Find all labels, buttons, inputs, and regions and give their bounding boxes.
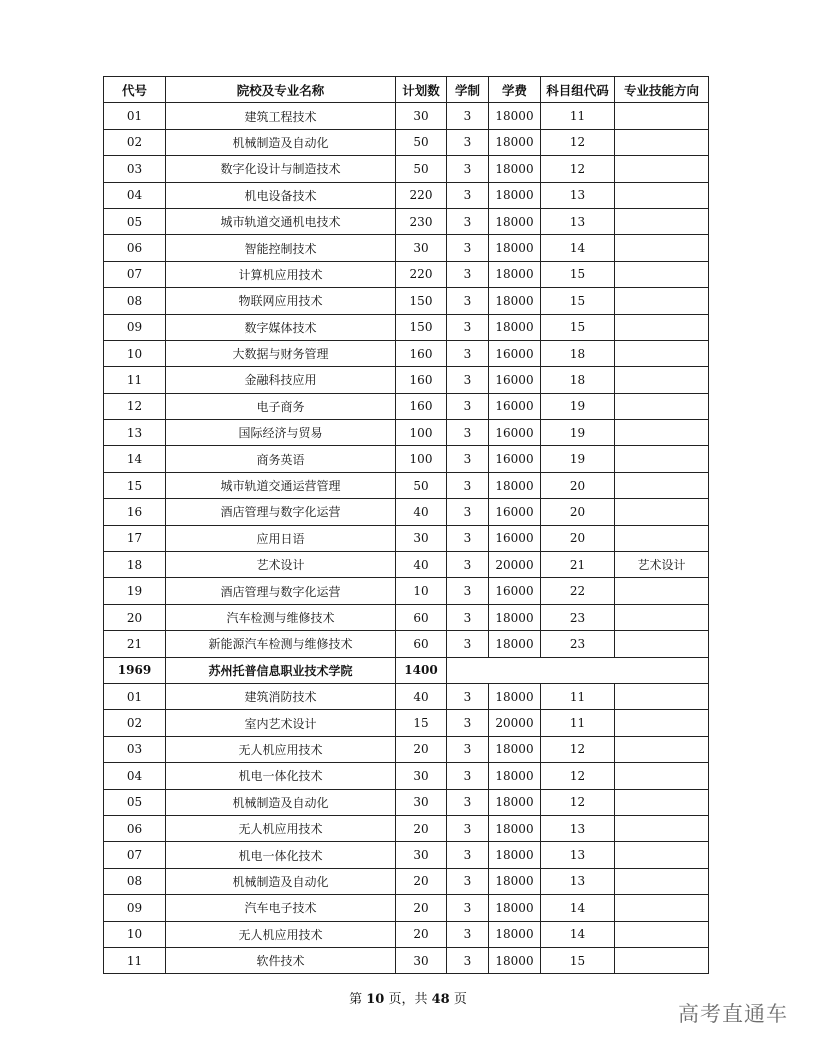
table-row [104,710,709,736]
cell-code: 21 [104,631,166,657]
cell-group: 22 [541,578,615,604]
table-row [104,235,709,261]
cell-code: 17 [104,525,166,551]
cell-years: 3 [447,182,489,208]
cell-fee: 18000 [489,103,541,129]
cell-fee: 18000 [489,156,541,182]
cell-plan: 30 [396,842,447,868]
cell-years: 3 [447,472,489,498]
cell-code: 18 [104,552,166,578]
cell-skill [615,683,709,709]
cell-fee: 16000 [489,525,541,551]
cell-name: 酒店管理与数字化运营 [166,578,396,604]
school-name: 苏州托普信息职业技术学院 [166,657,396,683]
cell-plan: 60 [396,631,447,657]
cell-code: 12 [104,393,166,419]
cell-name: 机电一体化技术 [166,763,396,789]
cell-fee: 18000 [489,208,541,234]
cell-group: 13 [541,842,615,868]
cell-years: 3 [447,340,489,366]
table-row [104,103,709,129]
cell-years: 3 [447,288,489,314]
cell-years: 3 [447,156,489,182]
table-row [104,604,709,630]
table-row [104,895,709,921]
cell-plan: 15 [396,710,447,736]
cell-code: 04 [104,763,166,789]
cell-skill [615,815,709,841]
cell-plan: 20 [396,736,447,762]
table-row [104,208,709,234]
cell-group: 12 [541,763,615,789]
cell-fee: 18000 [489,631,541,657]
cell-name: 应用日语 [166,525,396,551]
table-row [104,947,709,973]
cell-group: 20 [541,472,615,498]
cell-group: 19 [541,446,615,472]
cell-skill [615,921,709,947]
table-row [104,921,709,947]
cell-plan: 10 [396,578,447,604]
cell-name: 电子商务 [166,393,396,419]
cell-skill [615,789,709,815]
cell-skill [615,631,709,657]
cell-plan: 40 [396,683,447,709]
cell-years: 3 [447,261,489,287]
header-fee: 学费 [489,77,541,103]
cell-years: 3 [447,499,489,525]
cell-group: 18 [541,340,615,366]
cell-code: 11 [104,367,166,393]
cell-code: 14 [104,446,166,472]
cell-plan: 160 [396,393,447,419]
cell-code: 05 [104,789,166,815]
cell-fee: 16000 [489,578,541,604]
cell-years: 3 [447,525,489,551]
cell-fee: 16000 [489,446,541,472]
footer-page-number: 10 [366,992,385,1007]
cell-code: 15 [104,472,166,498]
cell-years: 3 [447,763,489,789]
cell-name: 数字化设计与制造技术 [166,156,396,182]
cell-group: 14 [541,895,615,921]
cell-plan: 160 [396,367,447,393]
cell-fee: 18000 [489,895,541,921]
cell-years: 3 [447,552,489,578]
cell-code: 11 [104,947,166,973]
cell-group: 13 [541,182,615,208]
cell-name: 物联网应用技术 [166,288,396,314]
cell-skill [615,261,709,287]
table-row [104,631,709,657]
footer-prefix: 第 [349,992,367,1007]
cell-code: 02 [104,710,166,736]
cell-group: 21 [541,552,615,578]
cell-name: 汽车电子技术 [166,895,396,921]
cell-plan: 30 [396,763,447,789]
table-row [104,578,709,604]
cell-skill [615,235,709,261]
cell-plan: 20 [396,895,447,921]
cell-fee: 18000 [489,472,541,498]
cell-name: 机械制造及自动化 [166,868,396,894]
cell-name: 无人机应用技术 [166,736,396,762]
cell-skill [615,710,709,736]
cell-name: 城市轨道交通运营管理 [166,472,396,498]
cell-group: 19 [541,420,615,446]
cell-skill [615,578,709,604]
table-row [104,367,709,393]
table-header-row [104,77,709,103]
cell-years: 3 [447,842,489,868]
table-row [104,683,709,709]
cell-fee: 18000 [489,868,541,894]
cell-fee: 18000 [489,683,541,709]
table-body [104,103,709,974]
cell-skill [615,103,709,129]
table-row [104,815,709,841]
cell-name: 室内艺术设计 [166,710,396,736]
cell-code: 19 [104,578,166,604]
cell-years: 3 [447,868,489,894]
cell-code: 01 [104,103,166,129]
cell-plan: 150 [396,314,447,340]
cell-name: 商务英语 [166,446,396,472]
cell-name: 国际经济与贸易 [166,420,396,446]
cell-plan: 30 [396,525,447,551]
cell-fee: 18000 [489,235,541,261]
enrollment-table [103,76,709,974]
school-row [104,657,709,683]
cell-skill [615,499,709,525]
school-code: 1969 [104,657,166,683]
cell-name: 艺术设计 [166,552,396,578]
cell-years: 3 [447,103,489,129]
cell-skill [615,129,709,155]
school-plan: 1400 [396,657,447,683]
header-code: 代号 [104,77,166,103]
cell-group: 12 [541,156,615,182]
cell-fee: 18000 [489,314,541,340]
cell-plan: 50 [396,472,447,498]
cell-group: 12 [541,736,615,762]
cell-fee: 18000 [489,842,541,868]
cell-plan: 20 [396,921,447,947]
table-row [104,525,709,551]
footer-total-pages: 48 [431,992,450,1007]
cell-years: 3 [447,314,489,340]
cell-code: 16 [104,499,166,525]
cell-group: 11 [541,683,615,709]
cell-fee: 20000 [489,552,541,578]
cell-group: 13 [541,208,615,234]
header-skill: 专业技能方向 [615,77,709,103]
cell-years: 3 [447,631,489,657]
cell-name: 无人机应用技术 [166,921,396,947]
cell-skill [615,947,709,973]
cell-plan: 150 [396,288,447,314]
cell-years: 3 [447,815,489,841]
cell-skill [615,340,709,366]
cell-code: 07 [104,842,166,868]
cell-group: 20 [541,525,615,551]
cell-code: 06 [104,235,166,261]
cell-code: 03 [104,156,166,182]
cell-years: 3 [447,208,489,234]
table-row [104,763,709,789]
cell-group: 12 [541,129,615,155]
cell-code: 10 [104,921,166,947]
cell-skill [615,367,709,393]
cell-code: 01 [104,683,166,709]
cell-fee: 18000 [489,921,541,947]
cell-plan: 40 [396,552,447,578]
cell-code: 08 [104,288,166,314]
header-plan: 计划数 [396,77,447,103]
cell-name: 建筑消防技术 [166,683,396,709]
cell-plan: 100 [396,420,447,446]
cell-skill [615,472,709,498]
cell-code: 13 [104,420,166,446]
cell-name: 机械制造及自动化 [166,129,396,155]
table-row [104,552,709,578]
cell-plan: 30 [396,235,447,261]
cell-skill [615,525,709,551]
cell-fee: 18000 [489,736,541,762]
cell-fee: 20000 [489,710,541,736]
cell-years: 3 [447,235,489,261]
cell-years: 3 [447,446,489,472]
cell-code: 09 [104,895,166,921]
cell-plan: 50 [396,156,447,182]
cell-plan: 220 [396,182,447,208]
table-row [104,182,709,208]
cell-skill [615,763,709,789]
cell-years: 3 [447,129,489,155]
cell-group: 23 [541,631,615,657]
table-row [104,842,709,868]
header-years: 学制 [447,77,489,103]
table-row [104,314,709,340]
cell-skill [615,446,709,472]
cell-code: 06 [104,815,166,841]
cell-skill [615,604,709,630]
cell-name: 计算机应用技术 [166,261,396,287]
table-row [104,129,709,155]
cell-name: 汽车检测与维修技术 [166,604,396,630]
cell-skill [615,314,709,340]
cell-fee: 18000 [489,947,541,973]
cell-years: 3 [447,921,489,947]
cell-plan: 30 [396,789,447,815]
cell-code: 05 [104,208,166,234]
cell-fee: 18000 [489,604,541,630]
cell-group: 11 [541,103,615,129]
cell-group: 13 [541,868,615,894]
cell-plan: 30 [396,103,447,129]
cell-name: 智能控制技术 [166,235,396,261]
table-row [104,261,709,287]
cell-group: 14 [541,921,615,947]
cell-group: 15 [541,288,615,314]
cell-fee: 16000 [489,499,541,525]
cell-name: 城市轨道交通机电技术 [166,208,396,234]
cell-skill [615,895,709,921]
cell-group: 11 [541,710,615,736]
cell-plan: 160 [396,340,447,366]
header-name: 院校及专业名称 [166,77,396,103]
cell-fee: 18000 [489,129,541,155]
cell-code: 20 [104,604,166,630]
cell-skill [615,736,709,762]
cell-name: 酒店管理与数字化运营 [166,499,396,525]
cell-fee: 18000 [489,815,541,841]
cell-name: 大数据与财务管理 [166,340,396,366]
cell-fee: 18000 [489,763,541,789]
cell-fee: 16000 [489,340,541,366]
cell-code: 07 [104,261,166,287]
cell-years: 3 [447,578,489,604]
cell-skill [615,420,709,446]
footer-middle: 页，共 [384,992,432,1007]
cell-group: 23 [541,604,615,630]
cell-years: 3 [447,393,489,419]
table-row [104,868,709,894]
cell-group: 19 [541,393,615,419]
cell-group: 13 [541,815,615,841]
cell-skill [615,288,709,314]
table-row [104,393,709,419]
cell-years: 3 [447,420,489,446]
cell-code: 04 [104,182,166,208]
cell-skill [615,208,709,234]
cell-fee: 18000 [489,182,541,208]
table-row [104,736,709,762]
cell-years: 3 [447,367,489,393]
cell-name: 数字媒体技术 [166,314,396,340]
cell-fee: 16000 [489,393,541,419]
cell-group: 14 [541,235,615,261]
cell-years: 3 [447,895,489,921]
cell-group: 15 [541,947,615,973]
cell-plan: 220 [396,261,447,287]
cell-plan: 30 [396,947,447,973]
cell-code: 03 [104,736,166,762]
cell-code: 09 [104,314,166,340]
cell-skill [615,868,709,894]
cell-group: 20 [541,499,615,525]
cell-skill [615,842,709,868]
cell-plan: 100 [396,446,447,472]
cell-name: 软件技术 [166,947,396,973]
cell-skill: 艺术设计 [615,552,709,578]
cell-name: 机械制造及自动化 [166,789,396,815]
watermark-text: 高考直通车 [678,1002,788,1026]
cell-plan: 230 [396,208,447,234]
cell-years: 3 [447,736,489,762]
cell-name: 金融科技应用 [166,367,396,393]
cell-fee: 16000 [489,367,541,393]
cell-plan: 60 [396,604,447,630]
header-group: 科目组代码 [541,77,615,103]
cell-years: 3 [447,604,489,630]
cell-name: 建筑工程技术 [166,103,396,129]
cell-group: 18 [541,367,615,393]
cell-plan: 20 [396,815,447,841]
cell-years: 3 [447,789,489,815]
cell-name: 无人机应用技术 [166,815,396,841]
table-row [104,340,709,366]
cell-code: 08 [104,868,166,894]
cell-skill [615,182,709,208]
cell-group: 15 [541,314,615,340]
cell-name: 新能源汽车检测与维修技术 [166,631,396,657]
cell-code: 02 [104,129,166,155]
cell-group: 15 [541,261,615,287]
cell-plan: 20 [396,868,447,894]
cell-name: 机电一体化技术 [166,842,396,868]
table-row [104,446,709,472]
cell-fee: 18000 [489,789,541,815]
table-row [104,789,709,815]
cell-years: 3 [447,683,489,709]
table-row [104,499,709,525]
cell-group: 12 [541,789,615,815]
school-row-blank [447,657,709,683]
cell-code: 10 [104,340,166,366]
table-row [104,472,709,498]
cell-skill [615,393,709,419]
cell-fee: 18000 [489,288,541,314]
table-row [104,288,709,314]
cell-fee: 18000 [489,261,541,287]
cell-years: 3 [447,710,489,736]
table-row [104,420,709,446]
table-row [104,156,709,182]
cell-plan: 50 [396,129,447,155]
cell-plan: 40 [396,499,447,525]
cell-years: 3 [447,947,489,973]
cell-name: 机电设备技术 [166,182,396,208]
cell-skill [615,156,709,182]
cell-fee: 16000 [489,420,541,446]
footer-suffix: 页 [449,992,467,1007]
